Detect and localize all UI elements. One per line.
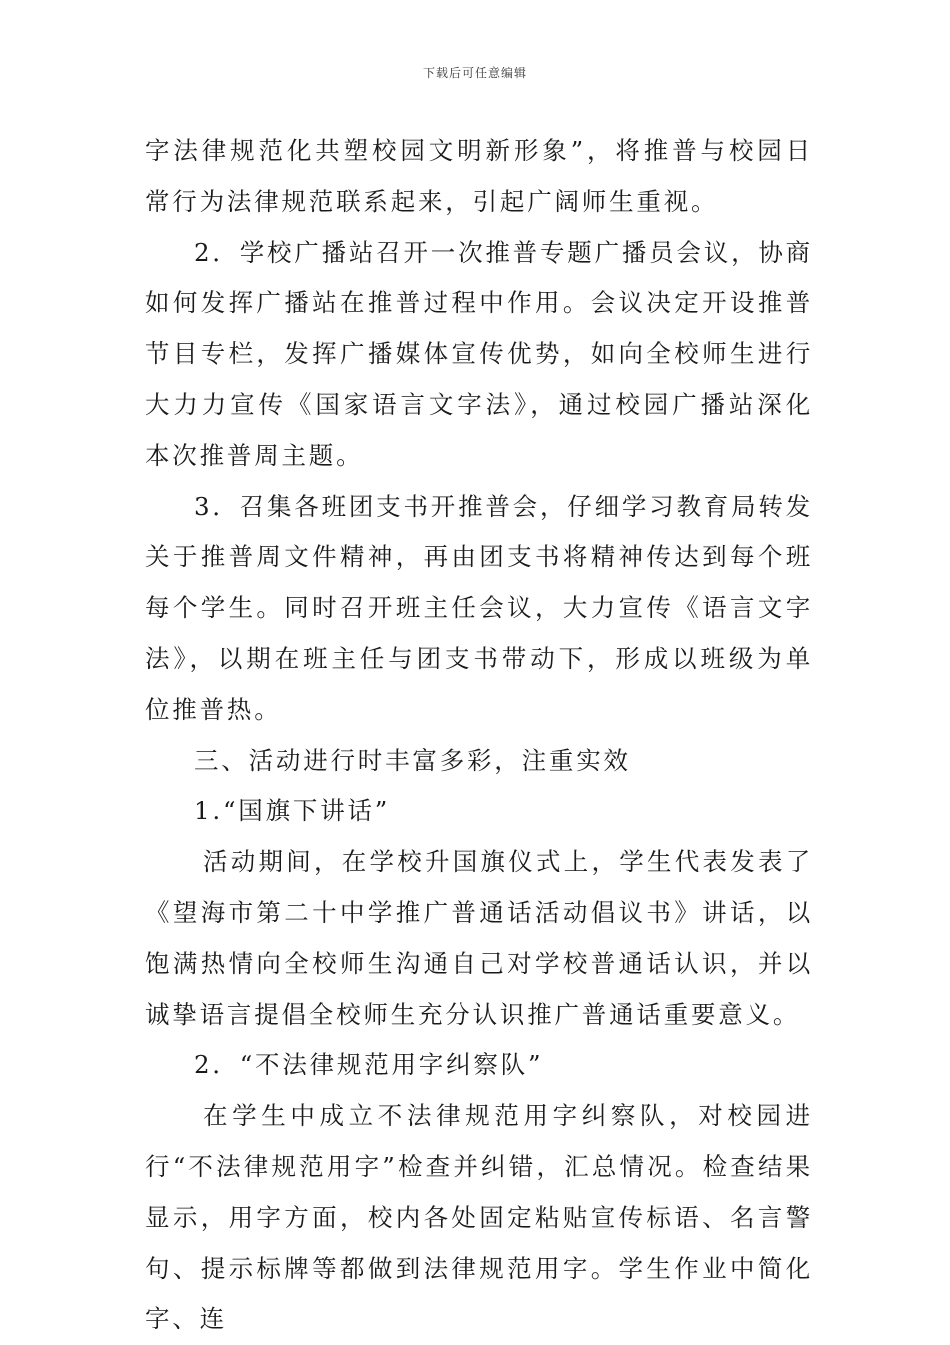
subsection-heading: 2．“不法律规范用字纠察队” [194,1050,544,1080]
subsection-heading: 1.“国旗下讲话” [194,796,391,826]
page-header: 下载后可任意编辑 [422,66,527,80]
body-paragraph: 字法律规范化共塑校园文明新形象”，将推普与校园日常行为法律规范联系起来，引起广阔师生重视。 [145,136,813,216]
body-paragraph: 在学生中成立不法律规范用字纠察队，对校园进行“不法律规范用字”检查并纠错，汇总情况。检查结果显示，用字方面，校内各处固定粘贴宣传标语、名言警句、提示标牌等都做到法律规范用字。学生作业中简化字、连 [145,1101,813,1334]
section-heading: 三、活动进行时丰富多彩，注重实效 [194,745,631,775]
body-paragraph: 3．召集各班团支书开推普会，仔细学习教育局转发关于推普周文件精神，再由团支书将精神传达到每个班每个学生。同时召开班主任会议，大力宣传《语言文字法》，以期在班主任与团支书带动下，形成以班级为单位推普热。 [145,491,813,724]
body-paragraph: 活动期间，在学校升国旗仪式上，学生代表发表了《望海市第二十中学推广普通话活动倡议书》讲话，以饱满热情向全校师生沟通自己对学校普通话认识，并以诚挚语言提倡全校师生充分认识推广普通话重要意义。 [145,847,813,1029]
body-paragraph: 2．学校广播站召开一次推普专题广播员会议，协商如何发挥广播站在推普过程中作用。会议决定开设推普节目专栏，发挥广播媒体宣传优势，如向全校师生进行大力力宣传《国家语言文字法》，通过校园广播站深化本次推普周主题。 [145,237,813,470]
document-body [145,126,813,1345]
